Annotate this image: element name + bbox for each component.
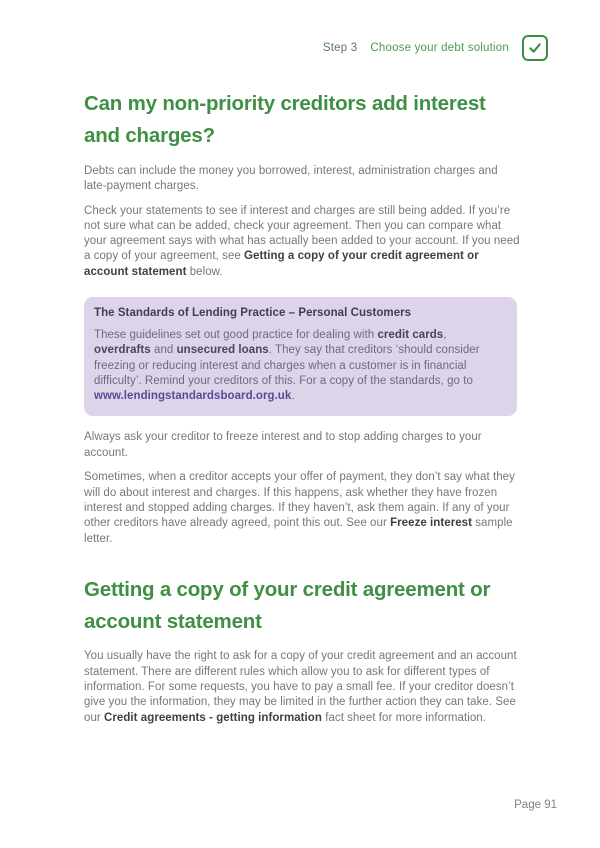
- paragraph-text: Check your statements to see if interest and charges are still being added. If you’re not sure what can be added, check your agreement. Then you can compare what your agreement says with what has actually been added to your account. If you need a copy of your agreement, see: [84, 204, 520, 263]
- step-title: Choose your debt solution: [370, 42, 509, 54]
- callout-text: .: [291, 390, 295, 403]
- paragraph-text: Sometimes, when a creditor accepts your offer of payment, they don’t say what they will do about interest and charges. If this happens, ask whether they have frozen interest and stopped adding charges. If they haven’t, ask them again. If any of your other creditors have already agreed, point this out. See our: [84, 471, 515, 530]
- callout-text: . They say that creditors ‘should consider freezing or reducing interest and charges when a customer is in financial difficulty’. Remind your creditors of this. For a copy of the standards, go to: [94, 344, 480, 387]
- cross-reference-bold: Credit agreements - getting information: [104, 711, 322, 724]
- paragraph-text: below.: [186, 265, 223, 278]
- checked-checkbox-icon: [522, 35, 548, 61]
- cross-reference-bold: Getting a copy of your credit agreement or account statement: [84, 250, 479, 278]
- paragraph-check-statements: [84, 204, 520, 280]
- page-content: [84, 88, 520, 726]
- step-label: Step 3: [322, 42, 358, 54]
- paragraph-always-ask: [84, 430, 520, 461]
- paragraph-text: fact sheet for more information.: [321, 711, 486, 724]
- paragraph-right-to-ask: [84, 649, 520, 725]
- callout-text: ,: [443, 329, 447, 341]
- term-credit-cards: credit cards: [377, 329, 444, 341]
- lending-standards-board-link[interactable]: www.lendingstandardsboard.org.uk: [94, 390, 292, 403]
- cross-reference-bold: Freeze interest: [390, 517, 473, 530]
- heading-getting-a-copy: Getting a copy of your credit agreement or account statement: [84, 577, 491, 633]
- paragraph-text: You usually have the right to ask for a copy of your credit agreement and an account statement. There are different rules which allow you to ask for different types of information. For some requests, you have to pay a small fee. If your creditor doesn’t give you the information, they may be limited in the further action they can take. See our: [84, 650, 517, 724]
- paragraph-text: Debts can include the money you borrowed, interest, administration charges and late-payment charges.: [84, 164, 498, 192]
- term-overdrafts: overdrafts: [94, 344, 151, 357]
- paragraph-debts-include: [84, 164, 520, 195]
- paragraph-text: Always ask your creditor to freeze interest and to stop adding charges to your account.: [84, 431, 482, 459]
- callout-title: The Standards of Lending Practice – Personal Customers: [94, 307, 412, 319]
- page-number: Page 91: [514, 799, 557, 811]
- callout-text: These guidelines set out good practice for dealing with: [94, 329, 378, 341]
- paragraph-text: sample letter.: [84, 517, 513, 545]
- heading-interest-and-charges: Can my non-priority creditors add interest and charges?: [84, 92, 486, 147]
- term-unsecured-loans: unsecured loans: [176, 344, 269, 357]
- callout-text: and: [150, 344, 177, 357]
- paragraph-sometimes-creditor: [84, 470, 520, 546]
- checkmark-icon: [527, 40, 543, 56]
- standards-of-lending-callout: [84, 297, 517, 416]
- page-header: [0, 0, 600, 61]
- callout-body: [94, 328, 505, 404]
